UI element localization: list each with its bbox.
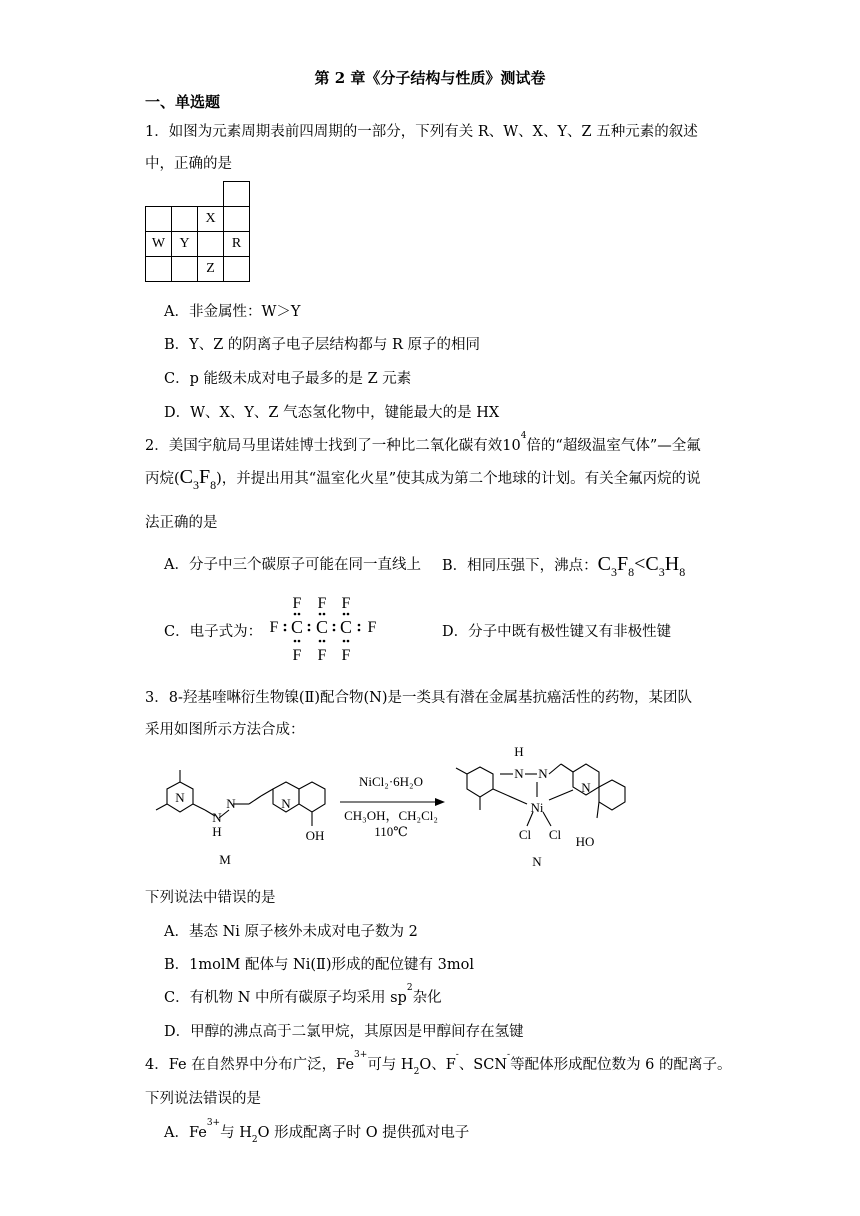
q4-option-a: A．$Fe^{3+}$与 $H_2O$ 形成配离子时 O 提供孤对电子 — [164, 1118, 470, 1145]
lewis-carbon-1: C — [290, 617, 304, 637]
q3-option-c: C．有机物 N 中所有碳原子均采用 $sp^2$杂化 — [164, 983, 442, 1006]
cell-y: Y — [172, 232, 198, 257]
n-n-atom-2: N — [538, 766, 548, 781]
n-n-atom-1: N — [514, 766, 524, 781]
cell-r: R — [224, 232, 250, 257]
reagent-line-3: 110℃ — [374, 824, 408, 839]
lewis-fluorine-1: F — [292, 595, 302, 612]
nickel-atom: Ni — [530, 800, 544, 815]
formula-c3f8: $C_3F_8$ — [179, 466, 217, 492]
q1-option-b: B．Y、Z 的阴离子电子层结构都与 R 原子的相同 — [164, 337, 481, 353]
q3-option-b: B．1molM 配体与 Ni(Ⅱ)形成的配位键有 3mol — [164, 957, 475, 973]
m-h-atom: H — [212, 824, 222, 839]
q4-line1: 4．Fe 在自然界中分布广泛，$Fe^{3+}$可与 $H_2O$、F-、SCN-等配体形成配位数为 6 的配离子。 — [145, 1050, 732, 1077]
q2-line2: 丙烷$(C_3F_8)$，并提出用其“温室化火星”使其成为第二个地球的计划。有关全氟丙烷的说 — [145, 466, 701, 492]
cell-z: Z — [198, 257, 224, 282]
q3-prompt: 下列说法中错误的是 — [145, 890, 276, 906]
q2-option-b: B．相同压强下，沸点：$C_3F_8<C_3H_8$ — [442, 553, 686, 579]
lewis-fluorine-3: F — [341, 595, 351, 612]
chlorine-atom-1: Cl — [518, 827, 532, 842]
formula-boiling-compare: $C_3F_8<C_3H_8$ — [597, 553, 686, 579]
compound-m-label: M — [219, 852, 231, 867]
n-h-atom: H — [514, 744, 524, 759]
m-n-atom-2: N — [212, 810, 222, 825]
lewis-fluorine-4: F — [269, 619, 279, 636]
m-oh-group: OH — [305, 828, 325, 843]
synthesis-scheme — [145, 742, 635, 870]
lewis-fluorine-8: F — [341, 647, 351, 664]
lewis-structure-c3f8 — [262, 590, 392, 666]
q2-line1: 2．美国宇航局马里诺娃博士找到了一种比二氧化碳有效$10^4$倍的“超级温室气体”—全氟 — [145, 431, 701, 454]
n-n-atom-3: N — [581, 780, 591, 795]
lewis-fluorine-2: F — [317, 595, 327, 612]
q1-stem-line2: 中，正确的是 — [145, 156, 232, 172]
cell-w: W — [146, 232, 172, 257]
lewis-fluorine-6: F — [292, 647, 302, 664]
lewis-fluorine-5: F — [367, 619, 377, 636]
q1-option-c: C．p 能级未成对电子最多的是 Z 元素 — [164, 371, 412, 387]
compound-n-label: N — [532, 854, 542, 869]
lewis-fluorine-7: F — [317, 647, 327, 664]
periodic-table-fragment — [145, 181, 250, 282]
m-n-atom-4: N — [281, 796, 291, 811]
reagent-line-1: NiCl₂·6H₂O — [359, 774, 423, 789]
reagent-line-2: CH₃OH，CH₂Cl₂ — [344, 808, 438, 823]
n-ho-group: HO — [575, 834, 595, 849]
page-title: 第 2 章《分子结构与性质》测试卷 — [314, 69, 546, 87]
lewis-carbon-2: C — [315, 617, 329, 637]
q3-option-d: D．甲醇的沸点高于二氯甲烷，其原因是甲醇间存在氢键 — [164, 1024, 524, 1040]
q3-line1: 3．8-羟基喹啉衍生物镍(Ⅱ)配合物(N)是一类具有潜在金属基抗癌活性的药物，某团队 — [145, 690, 693, 706]
lewis-carbon-3: C — [339, 617, 353, 637]
q2-option-d: D．分子中既有极性键又有非极性键 — [442, 624, 672, 640]
q2-option-a: A．分子中三个碳原子可能在同一直线上 — [164, 557, 421, 573]
q4-line2: 下列说法错误的是 — [145, 1091, 261, 1107]
q1-option-a: A．非金属性：W＞Y — [164, 304, 301, 320]
q3-line2: 采用如图所示方法合成： — [145, 722, 305, 738]
m-n-atom-3: N — [226, 796, 236, 811]
cell-x: X — [198, 207, 224, 232]
chlorine-atom-2: Cl — [548, 827, 562, 842]
section-heading: 一、单选题 — [145, 93, 221, 111]
m-n-atom-1: N — [175, 790, 185, 805]
q1-stem-line1: 1．如图为元素周期表前四周期的一部分，下列有关 R、W、X、Y、Z 五种元素的叙述 — [145, 124, 698, 140]
q2-option-c: C．电子式为： — [164, 624, 263, 640]
q2-line3: 法正确的是 — [145, 515, 218, 531]
q1-option-d: D．W、X、Y、Z 气态氢化物中，键能最大的是 HX — [164, 405, 500, 421]
q3-option-a: A．基态 Ni 原子核外未成对电子数为 2 — [164, 924, 418, 940]
